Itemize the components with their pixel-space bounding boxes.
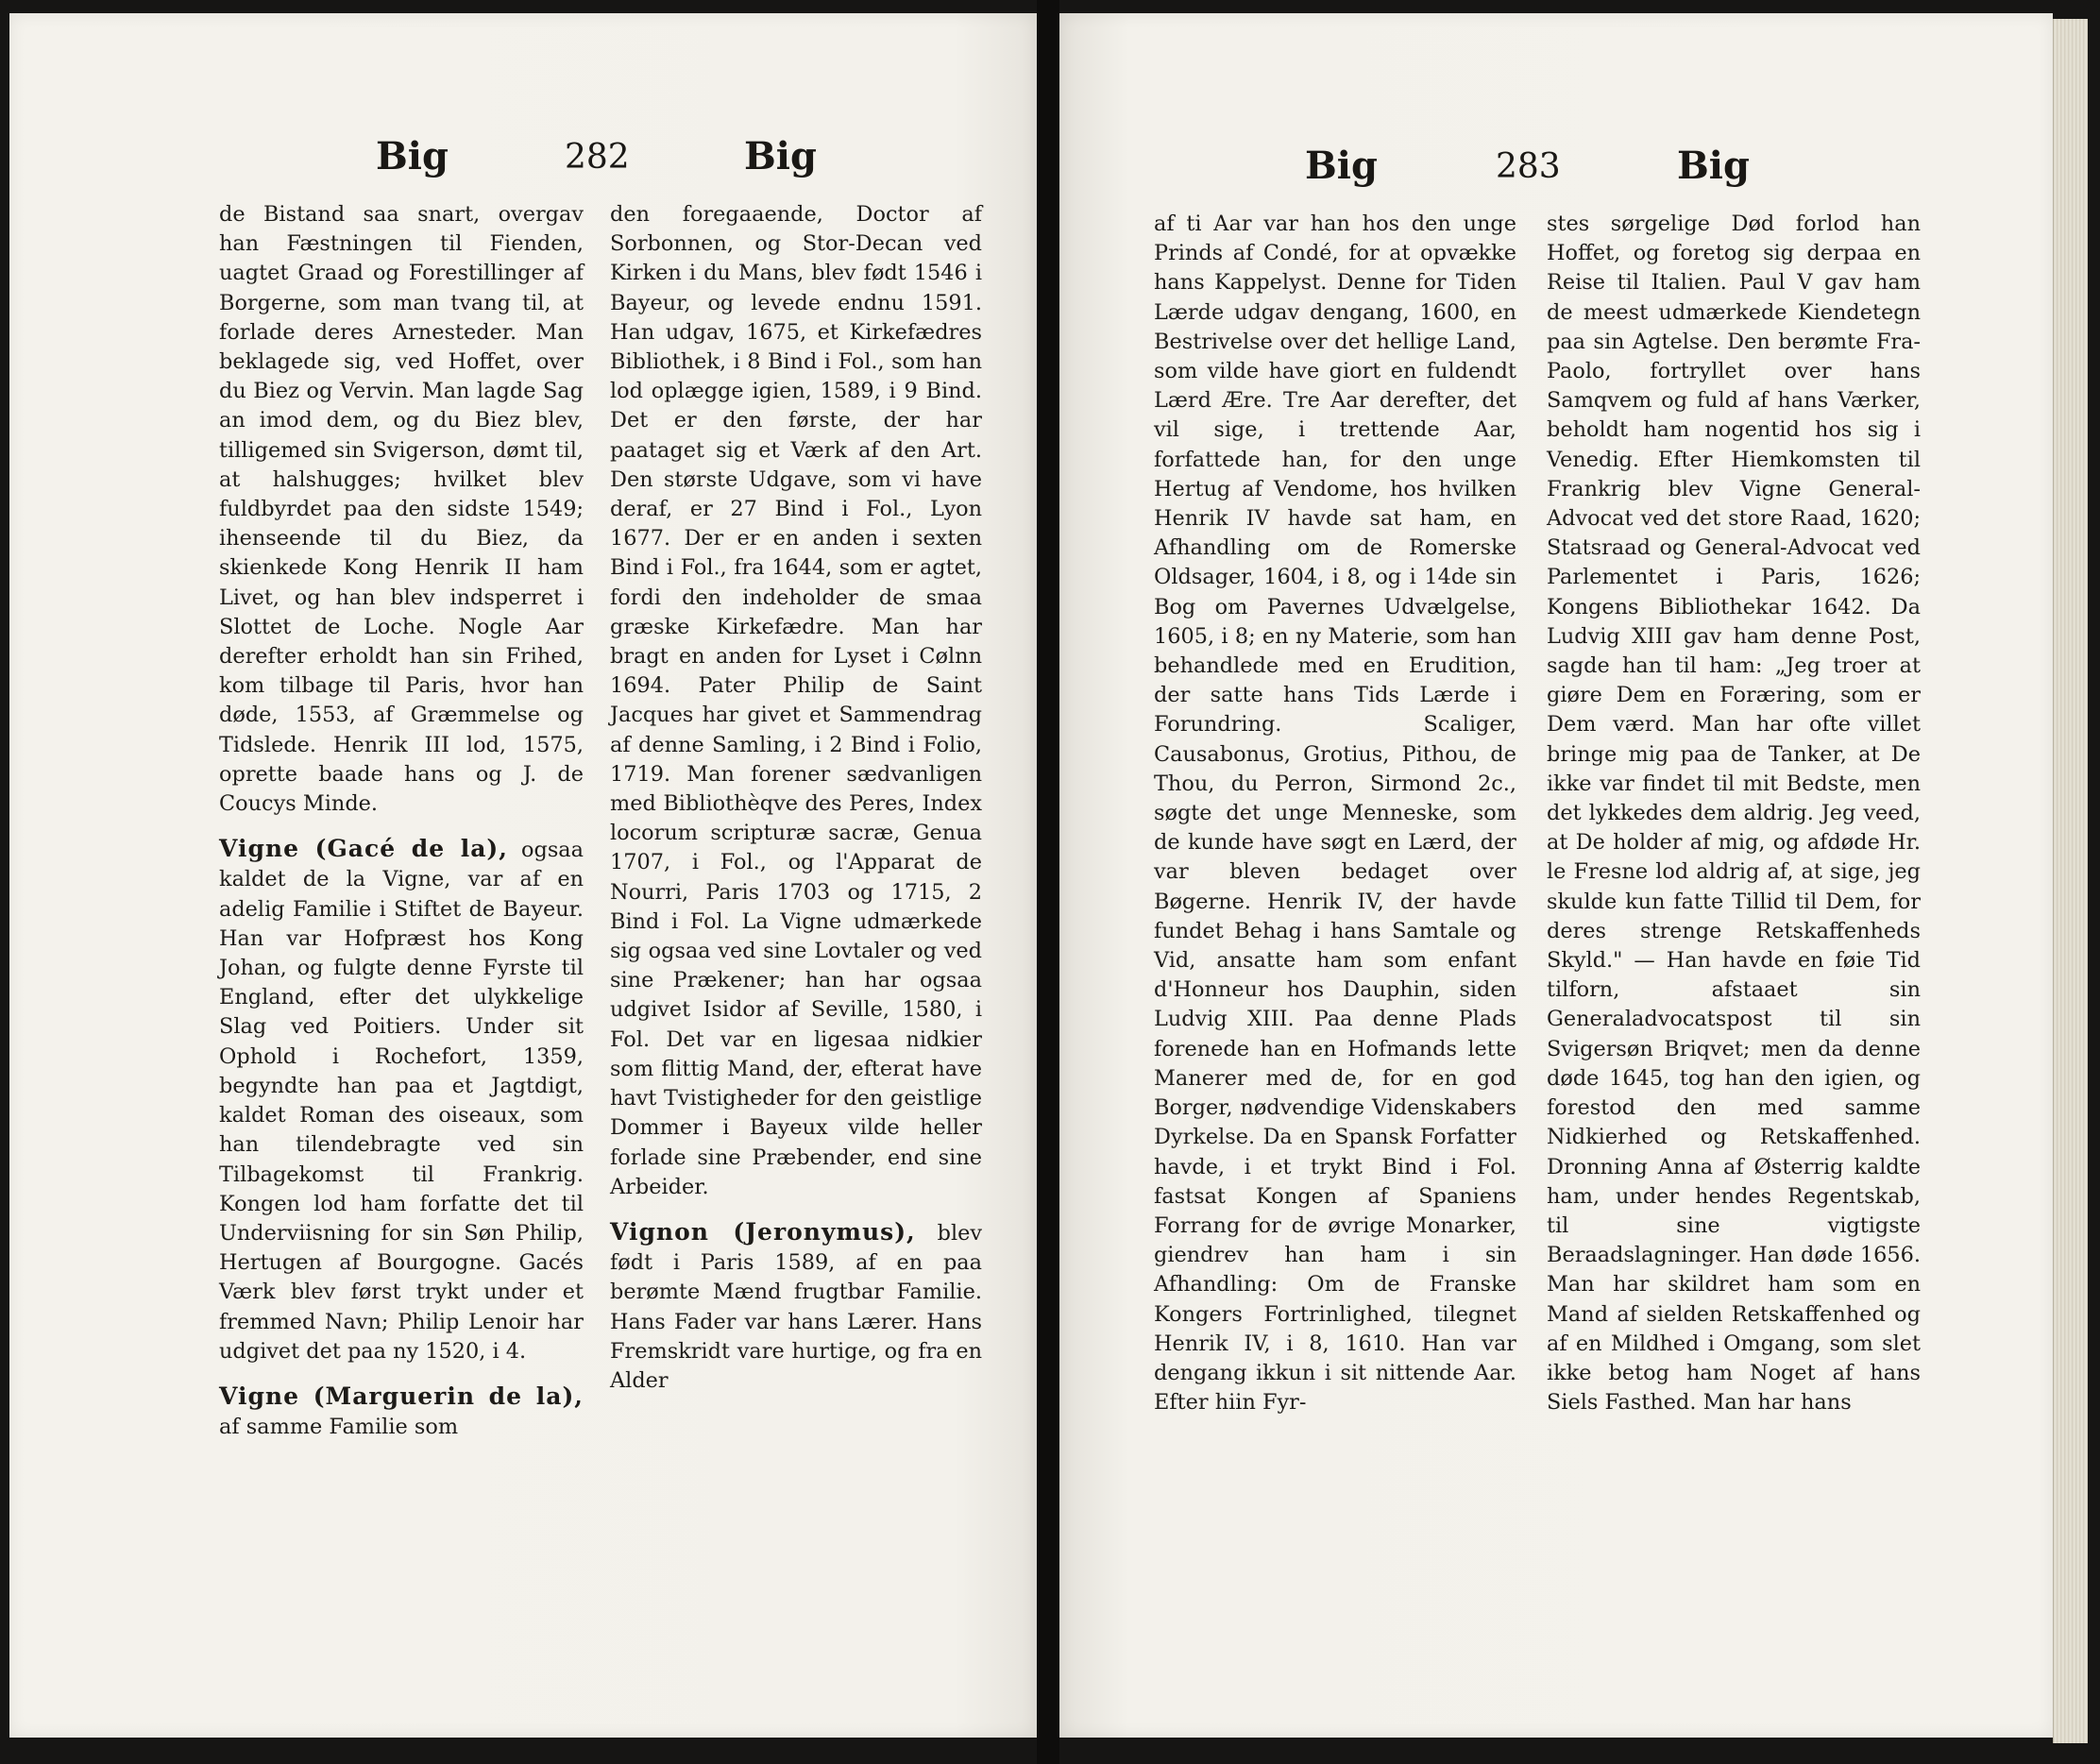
right-page-column-2: [1547, 210, 1921, 1417]
page-number: 283: [1496, 147, 1561, 186]
entry-text: stes sørgelige Død forlod han Hoffet, og foretog sig derpaa en Reise til Italien. Paul V gav ham de meest udmærkede Kiendetegn paa sin Agtelse. Den berømte Fra-Paolo, fortryllet over hans Samqvem og fuld af hans Værker, beholdt ham nogentid hos sig i Venedig. Efter Hiemkomsten til Frankrig blev Vigne General-Advocat ved det store Raad, 1620; Statsraad og General-Advocat ved Parlementet i Paris, 1626; Kongens Bibliothekar 1642. Da Ludvig XIII gav ham denne Post, sagde han til ham: „Jeg troer at giøre Dem en Foræring, som er Dem værd. Man har ofte villet bringe mig paa de Tanker, at De ikke var findet til mit Bedste, men det lykkedes dem aldrig. Jeg veed, at De holder af mig, og afdøde Hr. le Fresne lod aldrig af, at sige, jeg skulde kun fatte Tillid til Dem, for deres strenge Retskaffenheds Skyld." — Han havde en føie Tid tilforn, afstaaet sin Generaladvocatspost til sin Svigersøn Briqvet; men da denne døde 1645, tog han den igien, og forestod den med samme Nidkierhed og Retskaffenhed. Dronning Anna af Østerrig kaldte ham, under hendes Regentskab, til sine vigtigste Beraadslagninger. Han døde 1656. Man har skildret ham som en Mand af sielden Retskaffenhed og af en Mildhed i Omgang, som slet ikke betog ham Noget af hans Siels Fasthed. Man har hans: [1547, 212, 1921, 1416]
left-page-column-2: [610, 200, 982, 1396]
book-gutter: [1037, 0, 1059, 1764]
entry-text: af samme Familie som: [219, 1415, 459, 1440]
entry-text: den foregaaende, Doctor af Sorbonnen, og Stor-Decan ved Kirken i du Mans, blev født 1546 i Bayeur, og levede endnu 1591. Han udgav, 1675, et Kirkefædres Bibliothek, i 8 Bind i Fol., som han lod oplægge igien, 1589, i 9 Bind. Det er den første, der har paataget sig et Værk af den Art. Den største Udgave, som vi have deraf, er 27 Bind i Fol., Lyon 1677. Der er en anden i sexten Bind i Fol., fra 1644, som er agtet, fordi den indeholder de smaa græske Kirkefædre. Man har bragt en anden for Lyset i Cølnn 1694. Pater Philip de Saint Jacques har givet et Sammendrag af denne Samling, i 2 Bind i Folio, 1719. Man forener sædvanligen med Bibliothèqve des Peres, Index locorum scripturæ sacræ, Genua 1707, i Fol., og l'Apparat de Nourri, Paris 1703 og 1715, 2 Bind i Fol. La Vigne udmærkede sig ogsaa ved sine Lovtaler og ved sine Prækener; han har ogsaa udgivet Isidor af Seville, 1580, i Fol. Det var en ligesaa nidkier som flittig Mand, der, efterat have havt Tvistigheder for den geistlige Dommer i Bayeux vilde heller forlade sine Præbender, end sine Arbeider.: [610, 202, 982, 1199]
paragraph: [1547, 210, 1921, 1417]
paragraph: [219, 1382, 584, 1442]
running-head-right: Big: [744, 134, 817, 178]
right-page-header: [1059, 144, 2053, 200]
entry-text: af ti Aar var han hos den unge Prinds af Condé, for at opvække hans Kappelyst. Denne for Tiden Lærde udgav dengang, 1600, en Bestrivelse over det hellige Land, som vilde have giort en fuldendt Lærd Ære. Tre Aar derefter, det vil sige, i trettende Aar, forfattede han, for den unge Hertug af Vendome, hos hvilken Henrik IV havde sat ham, en Afhandling om de Romerske Oldsager, 1604, i 8, og i 14de sin Bog om Pavernes Udvælgelse, 1605, i 8; en ny Materie, som han behandlede med en Erudition, der satte hans Tids Lærde i Forundring. Scaliger, Causabonus, Grotius, Pithou, de Thou, du Perron, Sirmond 2c., søgte det unge Menneske, som de kunde have søgt en Lærd, der var bleven bedaget over Bøgerne. Henrik IV, der havde fundet Behag i hans Samtale og Vid, ansatte ham som enfant d'Honneur hos Dauphin, siden Ludvig XIII. Paa denne Plads forenede han en Hofmands lette Manerer med de, for en god Borger, nødvendige Videnskabers Dyrkelse. Da en Spansk Forfatter havde, i et trykt Bind i Fol. fastsat Kongen af Spaniens Forrang for de øvrige Monarker, giendrev han ham i sin Afhandling: Om de Franske Kongers Fortrinlighed, tilegnet Henrik IV, i 8, 1610. Han var dengang ikkun i sit nittende Aar. Efter hiin Fyr-: [1154, 212, 1516, 1416]
paragraph: [610, 200, 982, 1202]
entry-heading: Vignon (Jeronymus),: [610, 1217, 916, 1246]
left-page: [9, 13, 1037, 1738]
entry-text: de Bistand saa snart, overgav han Fæstningen til Fienden, uagtet Graad og Forestillinger af Borgerne, som man tvang til, at forlade deres Arnesteder. Man beklagede sig, ved Hoffet, over du Biez og Vervin. Man lagde Sag an imod dem, og du Biez blev, tilligemed sin Svigerson, dømt til, at halshugges; hvilket blev fuldbyrdet paa den sidste 1549; ihenseende til du Biez, da skienkede Kong Henrik II ham Livet, og han blev indsperret i Slottet de Loche. Nogle Aar derefter erholdt han sin Frihed, kom tilbage til Paris, hvor han døde, 1553, af Græmmelse og Tidslede. Henrik III lod, 1575, oprette baade hans og J. de Coucys Minde.: [219, 202, 584, 817]
running-head-left: Big: [1305, 144, 1378, 188]
entry-text: ogsaa kaldet de la Vigne, var af en adelig Familie i Stiftet de Bayeur. Han var Hofpræst hos Kong Johan, og fulgte denne Fyrste til England, efter det ulykkelige Slag ved Poitiers. Under sit Ophold i Rochefort, 1359, begyndte han paa et Jagtdigt, kaldet Roman des oiseaux, som han tilendebragte ved sin Tilbagekomst til Frankrig. Kongen lod ham forfatte det til Underviisning for sin Søn Philip, Hertugen af Bourgogne. Gacés Værk blev først trykt under et fremmed Navn; Philip Lenoir har udgivet det paa ny 1520, i 4.: [219, 838, 584, 1364]
paragraph: [1154, 210, 1516, 1417]
paragraph: [219, 834, 584, 1366]
page-fore-edge: [2053, 19, 2088, 1743]
paragraph: [610, 1217, 982, 1396]
entry-heading: Vigne (Marguerin de la),: [219, 1382, 584, 1410]
right-page-column-1: [1154, 210, 1516, 1417]
right-page: [1059, 13, 2053, 1738]
left-page-column-1: [219, 200, 584, 1442]
left-page-header: [9, 134, 1037, 191]
paragraph: [219, 200, 584, 819]
page-number: 282: [565, 138, 630, 177]
entry-heading: Vigne (Gacé de la),: [219, 835, 508, 863]
running-head-right: Big: [1677, 144, 1750, 188]
running-head-left: Big: [376, 134, 449, 178]
entry-text: blev født i Paris 1589, af en paa berømte Mænd frugtbar Familie. Hans Fader var hans Lærer. Hans Fremskridt vare hurtige, og fra en Alder: [610, 1220, 983, 1393]
